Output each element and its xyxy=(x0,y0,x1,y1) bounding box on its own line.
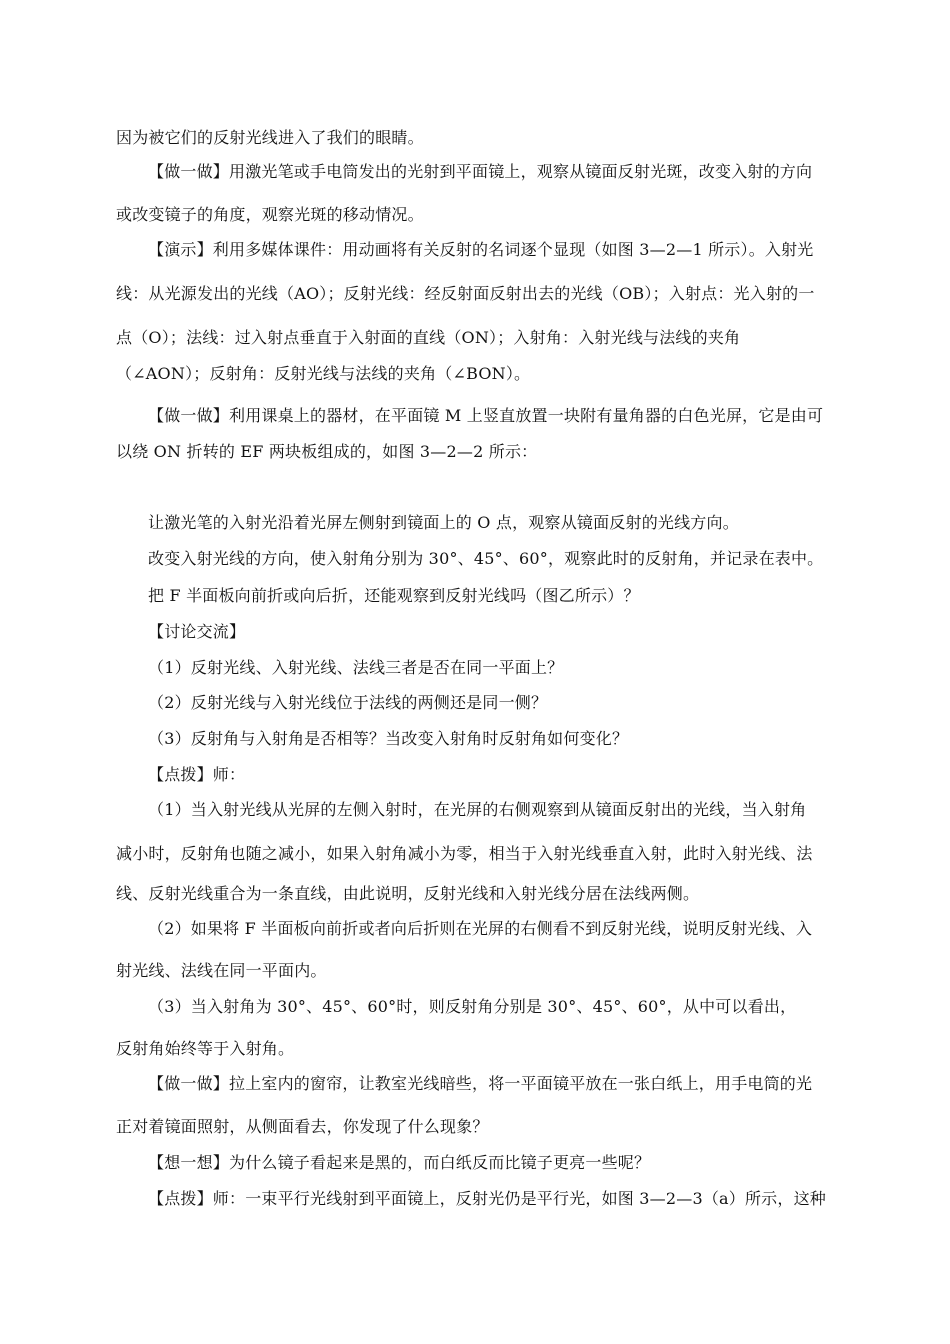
text-line: 减小时，反射角也随之减小，如果入射角减小为零，相当于入射光线垂直入射，此时入射光线、法 xyxy=(116,844,813,863)
section-heading: 【点拨】师： xyxy=(148,765,246,784)
text-line: 因为被它们的反射光线进入了我们的眼睛。 xyxy=(116,128,424,147)
text-line: 或改变镜子的角度，观察光斑的移动情况。 xyxy=(116,205,424,224)
text-line: （2）反射光线与入射光线位于法线的两侧还是同一侧？ xyxy=(148,693,548,712)
text-line: （2）如果将 F 半面板向前折或者向后折则在光屏的右侧看不到反射光线，说明反射光线、入 xyxy=(148,919,813,938)
text-line: 点（O）；法线：过入射点垂直于入射面的直线（ON）；入射角：入射光线与法线的夹角 xyxy=(116,328,741,347)
text-line: 正对着镜面照射，从侧面看去，你发现了什么现象？ xyxy=(116,1117,489,1136)
text-line: 【演示】利用多媒体课件：用动画将有关反射的名词逐个显现（如图 3—2—1 所示）。入射光 xyxy=(148,240,814,259)
text-line: 【想一想】为什么镜子看起来是黑的，而白纸反而比镜子更亮一些呢？ xyxy=(148,1153,651,1172)
text-line: 射光线、法线在同一平面内。 xyxy=(116,961,327,980)
text-line: 线：从光源发出的光线（AO）；反射光线：经反射面反射出去的光线（OB）；入射点：光入射的一 xyxy=(116,284,815,303)
text-line: （1）反射光线、入射光线、法线三者是否在同一平面上？ xyxy=(148,658,564,677)
text-line: 让激光笔的入射光沿着光屏左侧射到镜面上的 O 点，观察从镜面反射的光线方向。 xyxy=(148,513,739,532)
text-line: （3）反射角与入射角是否相等？当改变入射角时反射角如何变化？ xyxy=(148,729,629,748)
text-line: 【做一做】用激光笔或手电筒发出的光射到平面镜上，观察从镜面反射光斑，改变入射的方向 xyxy=(148,162,813,181)
text-line: 【做一做】拉上室内的窗帘，让教室光线暗些，将一平面镜平放在一张白纸上，用手电筒的光 xyxy=(148,1074,813,1093)
text-line: （1）当入射光线从光屏的左侧入射时，在光屏的右侧观察到从镜面反射出的光线，当入射角 xyxy=(148,800,807,819)
text-line: 线、反射光线重合为一条直线，由此说明，反射光线和入射光线分居在法线两侧。 xyxy=(116,884,700,903)
text-line: 反射角始终等于入射角。 xyxy=(116,1039,295,1058)
text-line: 【做一做】利用课桌上的器材，在平面镜 M 上竖直放置一块附有量角器的白色光屏，它是由可 xyxy=(148,406,824,425)
text-line: 以绕 ON 折转的 EF 两块板组成的，如图 3—2—2 所示： xyxy=(116,442,538,461)
section-heading: 【讨论交流】 xyxy=(148,622,246,641)
text-line: 【点拨】师：一束平行光线射到平面镜上，反射光仍是平行光，如图 3—2—3（a）所示，这种 xyxy=(148,1189,826,1208)
text-line: （3）当入射角为 30°、45°、60°时，则反射角分别是 30°、45°、60°，从中可以看出， xyxy=(148,997,797,1016)
text-line: 把 F 半面板向前折或向后折，还能观察到反射光线吗（图乙所示）？ xyxy=(148,586,640,605)
text-line: （∠AON）；反射角：反射光线与法线的夹角（∠BON）。 xyxy=(116,364,531,383)
text-line: 改变入射光线的方向，使入射角分别为 30°、45°、60°，观察此时的反射角，并记录在表中。 xyxy=(148,549,824,568)
